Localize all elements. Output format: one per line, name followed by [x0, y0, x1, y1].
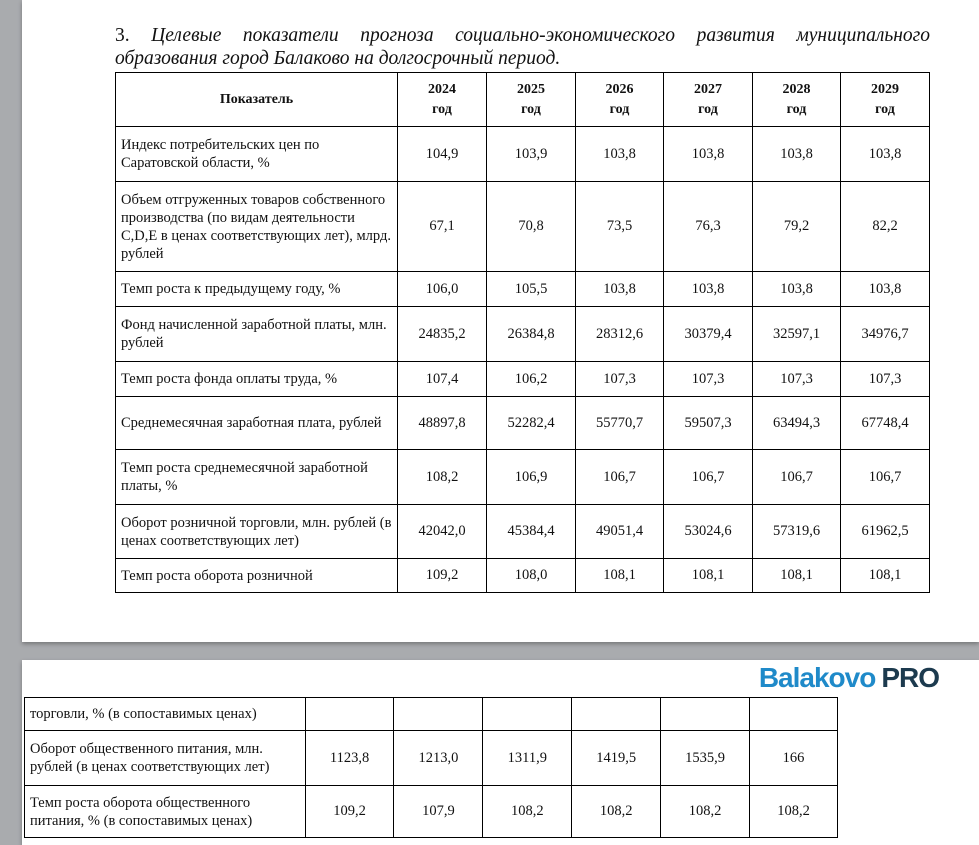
indicator-value: 107,3	[576, 362, 664, 397]
indicator-value: 108,2	[661, 786, 750, 838]
indicator-value: 107,9	[394, 786, 483, 838]
indicator-label: Темп роста оборота розничной	[116, 559, 398, 593]
indicator-value: 32597,1	[753, 307, 841, 362]
indicator-value: 70,8	[487, 182, 576, 272]
indicator-value: 103,8	[841, 272, 930, 307]
indicator-label: Темп роста оборота общественного питания, % (в сопоставимых ценах)	[25, 786, 306, 838]
indicator-value: 106,7	[576, 450, 664, 505]
header-year-2028	[753, 73, 841, 127]
indicator-label: Среднемесячная заработная плата, рублей	[116, 397, 398, 450]
indicator-value: 108,2	[750, 786, 838, 838]
indicator-value: 108,2	[483, 786, 572, 838]
logo-line-2: PRO	[881, 662, 939, 693]
indicator-value: 76,3	[664, 182, 753, 272]
year: 2028	[782, 81, 811, 97]
indicator-value: 79,2	[753, 182, 841, 272]
indicator-label: Оборот общественного питания, млн. рублей (в ценах соответствующих лет)	[25, 731, 306, 786]
year: 2026	[605, 81, 634, 97]
table-row	[116, 272, 930, 307]
indicator-value: 105,5	[487, 272, 576, 307]
indicator-value: 34976,7	[841, 307, 930, 362]
header-year-2024	[398, 73, 487, 127]
year: 2029	[871, 81, 899, 97]
section-heading	[115, 24, 930, 70]
indicator-value: 103,9	[487, 127, 576, 182]
year-unit: год	[698, 101, 718, 117]
indicator-value: 55770,7	[576, 397, 664, 450]
logo-line-1: Balakovo	[758, 662, 876, 693]
indicator-value: 1123,8	[305, 731, 394, 786]
indicator-value	[483, 698, 572, 731]
indicator-value: 67748,4	[841, 397, 930, 450]
header-year-2026	[576, 73, 664, 127]
header-indicator: Показатель	[116, 73, 398, 127]
table-row	[25, 786, 838, 838]
table-row	[25, 698, 838, 731]
indicator-value: 106,7	[664, 450, 753, 505]
year-unit: год	[875, 101, 895, 117]
indicators-table-continued	[24, 697, 838, 838]
indicator-value: 103,8	[576, 127, 664, 182]
indicator-value: 73,5	[576, 182, 664, 272]
indicator-label: Индекс потребительских цен по Саратовской области, %	[116, 127, 398, 182]
indicator-value: 107,3	[753, 362, 841, 397]
indicator-value: 24835,2	[398, 307, 487, 362]
indicator-label: Темп роста фонда оплаты труда, %	[116, 362, 398, 397]
year: 2024	[428, 81, 456, 97]
indicator-value: 107,4	[398, 362, 487, 397]
indicator-value: 109,2	[398, 559, 487, 593]
year-unit: год	[609, 101, 630, 117]
indicator-value: 108,1	[841, 559, 930, 593]
indicator-value: 166	[750, 731, 838, 786]
indicator-label: Оборот розничной торговли, млн. рублей (в ценах соответствующих лет)	[116, 505, 398, 559]
header-year-2027	[664, 73, 753, 127]
indicator-value: 67,1	[398, 182, 487, 272]
indicator-value: 108,0	[487, 559, 576, 593]
indicator-label: Объем отгруженных товаров собственного производства (по видам деятельности C,D,E в ценах соответствующих лет), млрд. рублей	[116, 182, 398, 272]
header-year-2029	[841, 73, 930, 127]
indicator-value: 109,2	[305, 786, 394, 838]
indicator-value: 1213,0	[394, 731, 483, 786]
table-row	[116, 450, 930, 505]
indicator-value: 28312,6	[576, 307, 664, 362]
indicator-value: 107,3	[841, 362, 930, 397]
year: 2025	[517, 81, 545, 97]
indicator-value: 103,8	[664, 127, 753, 182]
table-row	[116, 397, 930, 450]
indicator-value: 106,2	[487, 362, 576, 397]
indicator-value: 103,8	[841, 127, 930, 182]
table-row	[116, 505, 930, 559]
indicator-value: 108,2	[398, 450, 487, 505]
indicator-value: 42042,0	[398, 505, 487, 559]
indicator-value: 103,8	[753, 272, 841, 307]
indicator-value: 103,8	[753, 127, 841, 182]
table-row	[116, 182, 930, 272]
indicator-value: 1419,5	[572, 731, 661, 786]
indicator-value: 63494,3	[753, 397, 841, 450]
indicator-value: 26384,8	[487, 307, 576, 362]
indicator-value: 30379,4	[664, 307, 753, 362]
indicator-value: 108,2	[572, 786, 661, 838]
indicator-value: 59507,3	[664, 397, 753, 450]
indicator-value: 1311,9	[483, 731, 572, 786]
indicator-label: Фонд начисленной заработной платы, млн. рублей	[116, 307, 398, 362]
indicator-value	[394, 698, 483, 731]
table-row	[116, 307, 930, 362]
indicator-value: 45384,4	[487, 505, 576, 559]
indicator-value: 108,1	[753, 559, 841, 593]
table-row	[116, 127, 930, 182]
indicator-value: 106,7	[841, 450, 930, 505]
table-row	[116, 362, 930, 397]
year-unit: год	[521, 101, 541, 117]
indicator-value: 48897,8	[398, 397, 487, 450]
balakovo-pro-watermark-logo	[759, 663, 939, 693]
header-year-2025	[487, 73, 576, 127]
indicators-table	[115, 72, 930, 593]
indicator-label: торговли, % (в сопоставимых ценах)	[25, 698, 306, 731]
indicator-label: Темп роста к предыдущему году, %	[116, 272, 398, 307]
indicator-value: 49051,4	[576, 505, 664, 559]
indicator-value: 61962,5	[841, 505, 930, 559]
indicator-value: 103,8	[576, 272, 664, 307]
indicator-value	[572, 698, 661, 731]
indicator-value	[305, 698, 394, 731]
table-row	[116, 559, 930, 593]
heading-number: 3.	[115, 25, 130, 46]
indicator-value: 106,9	[487, 450, 576, 505]
indicator-value: 104,9	[398, 127, 487, 182]
indicator-value: 107,3	[664, 362, 753, 397]
indicator-value: 108,1	[664, 559, 753, 593]
year-unit: год	[432, 101, 452, 117]
table-row	[25, 731, 838, 786]
year-unit: год	[786, 101, 807, 117]
indicator-value: 53024,6	[664, 505, 753, 559]
indicator-value	[750, 698, 838, 731]
indicator-value: 106,7	[753, 450, 841, 505]
year: 2027	[694, 81, 722, 97]
indicator-value: 52282,4	[487, 397, 576, 450]
indicator-value: 57319,6	[753, 505, 841, 559]
indicator-value: 106,0	[398, 272, 487, 307]
document-page-1	[22, 0, 979, 642]
heading-text: Целевые показатели прогноза социально-экономического развития муниципального образования город Балаково на долгосрочный период.	[115, 25, 931, 69]
indicator-label: Темп роста среднемесячной заработной платы, %	[116, 450, 398, 505]
indicator-value: 82,2	[841, 182, 930, 272]
indicator-value: 1535,9	[661, 731, 750, 786]
indicator-value: 108,1	[576, 559, 664, 593]
indicator-value	[661, 698, 750, 731]
indicator-value: 103,8	[664, 272, 753, 307]
